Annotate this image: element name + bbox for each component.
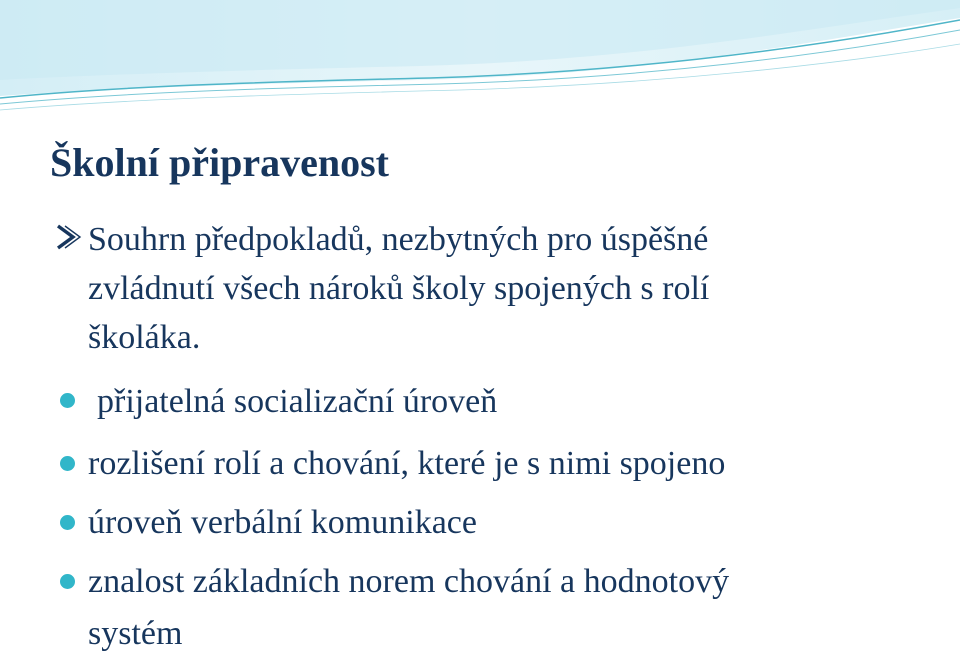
round-bullet-icon [60,456,75,471]
slide-title: Školní připravenost [50,140,389,185]
definition-line-3: školáka. [88,319,201,356]
definition-line-2: zvládnutí všech nároků školy spojených s rolí [88,270,710,307]
item-4-text-line-2: systém [88,615,183,652]
arrow-bullet-icon [55,224,87,250]
round-bullet-icon [60,574,75,589]
definition-line-1: Souhrn předpokladů, nezbytných pro úspěšné [88,221,709,258]
item-2-text: rozlišení rolí a chování, které je s nimi spojeno [88,445,726,482]
round-bullet-icon [60,515,75,530]
round-bullet-icon [60,393,75,408]
item-4-text-line-1: znalost základních norem chování a hodnotový [88,563,730,600]
item-3-text: úroveň verbální komunikace [88,504,477,541]
item-1-text: přijatelná socializační úroveň [97,383,498,420]
